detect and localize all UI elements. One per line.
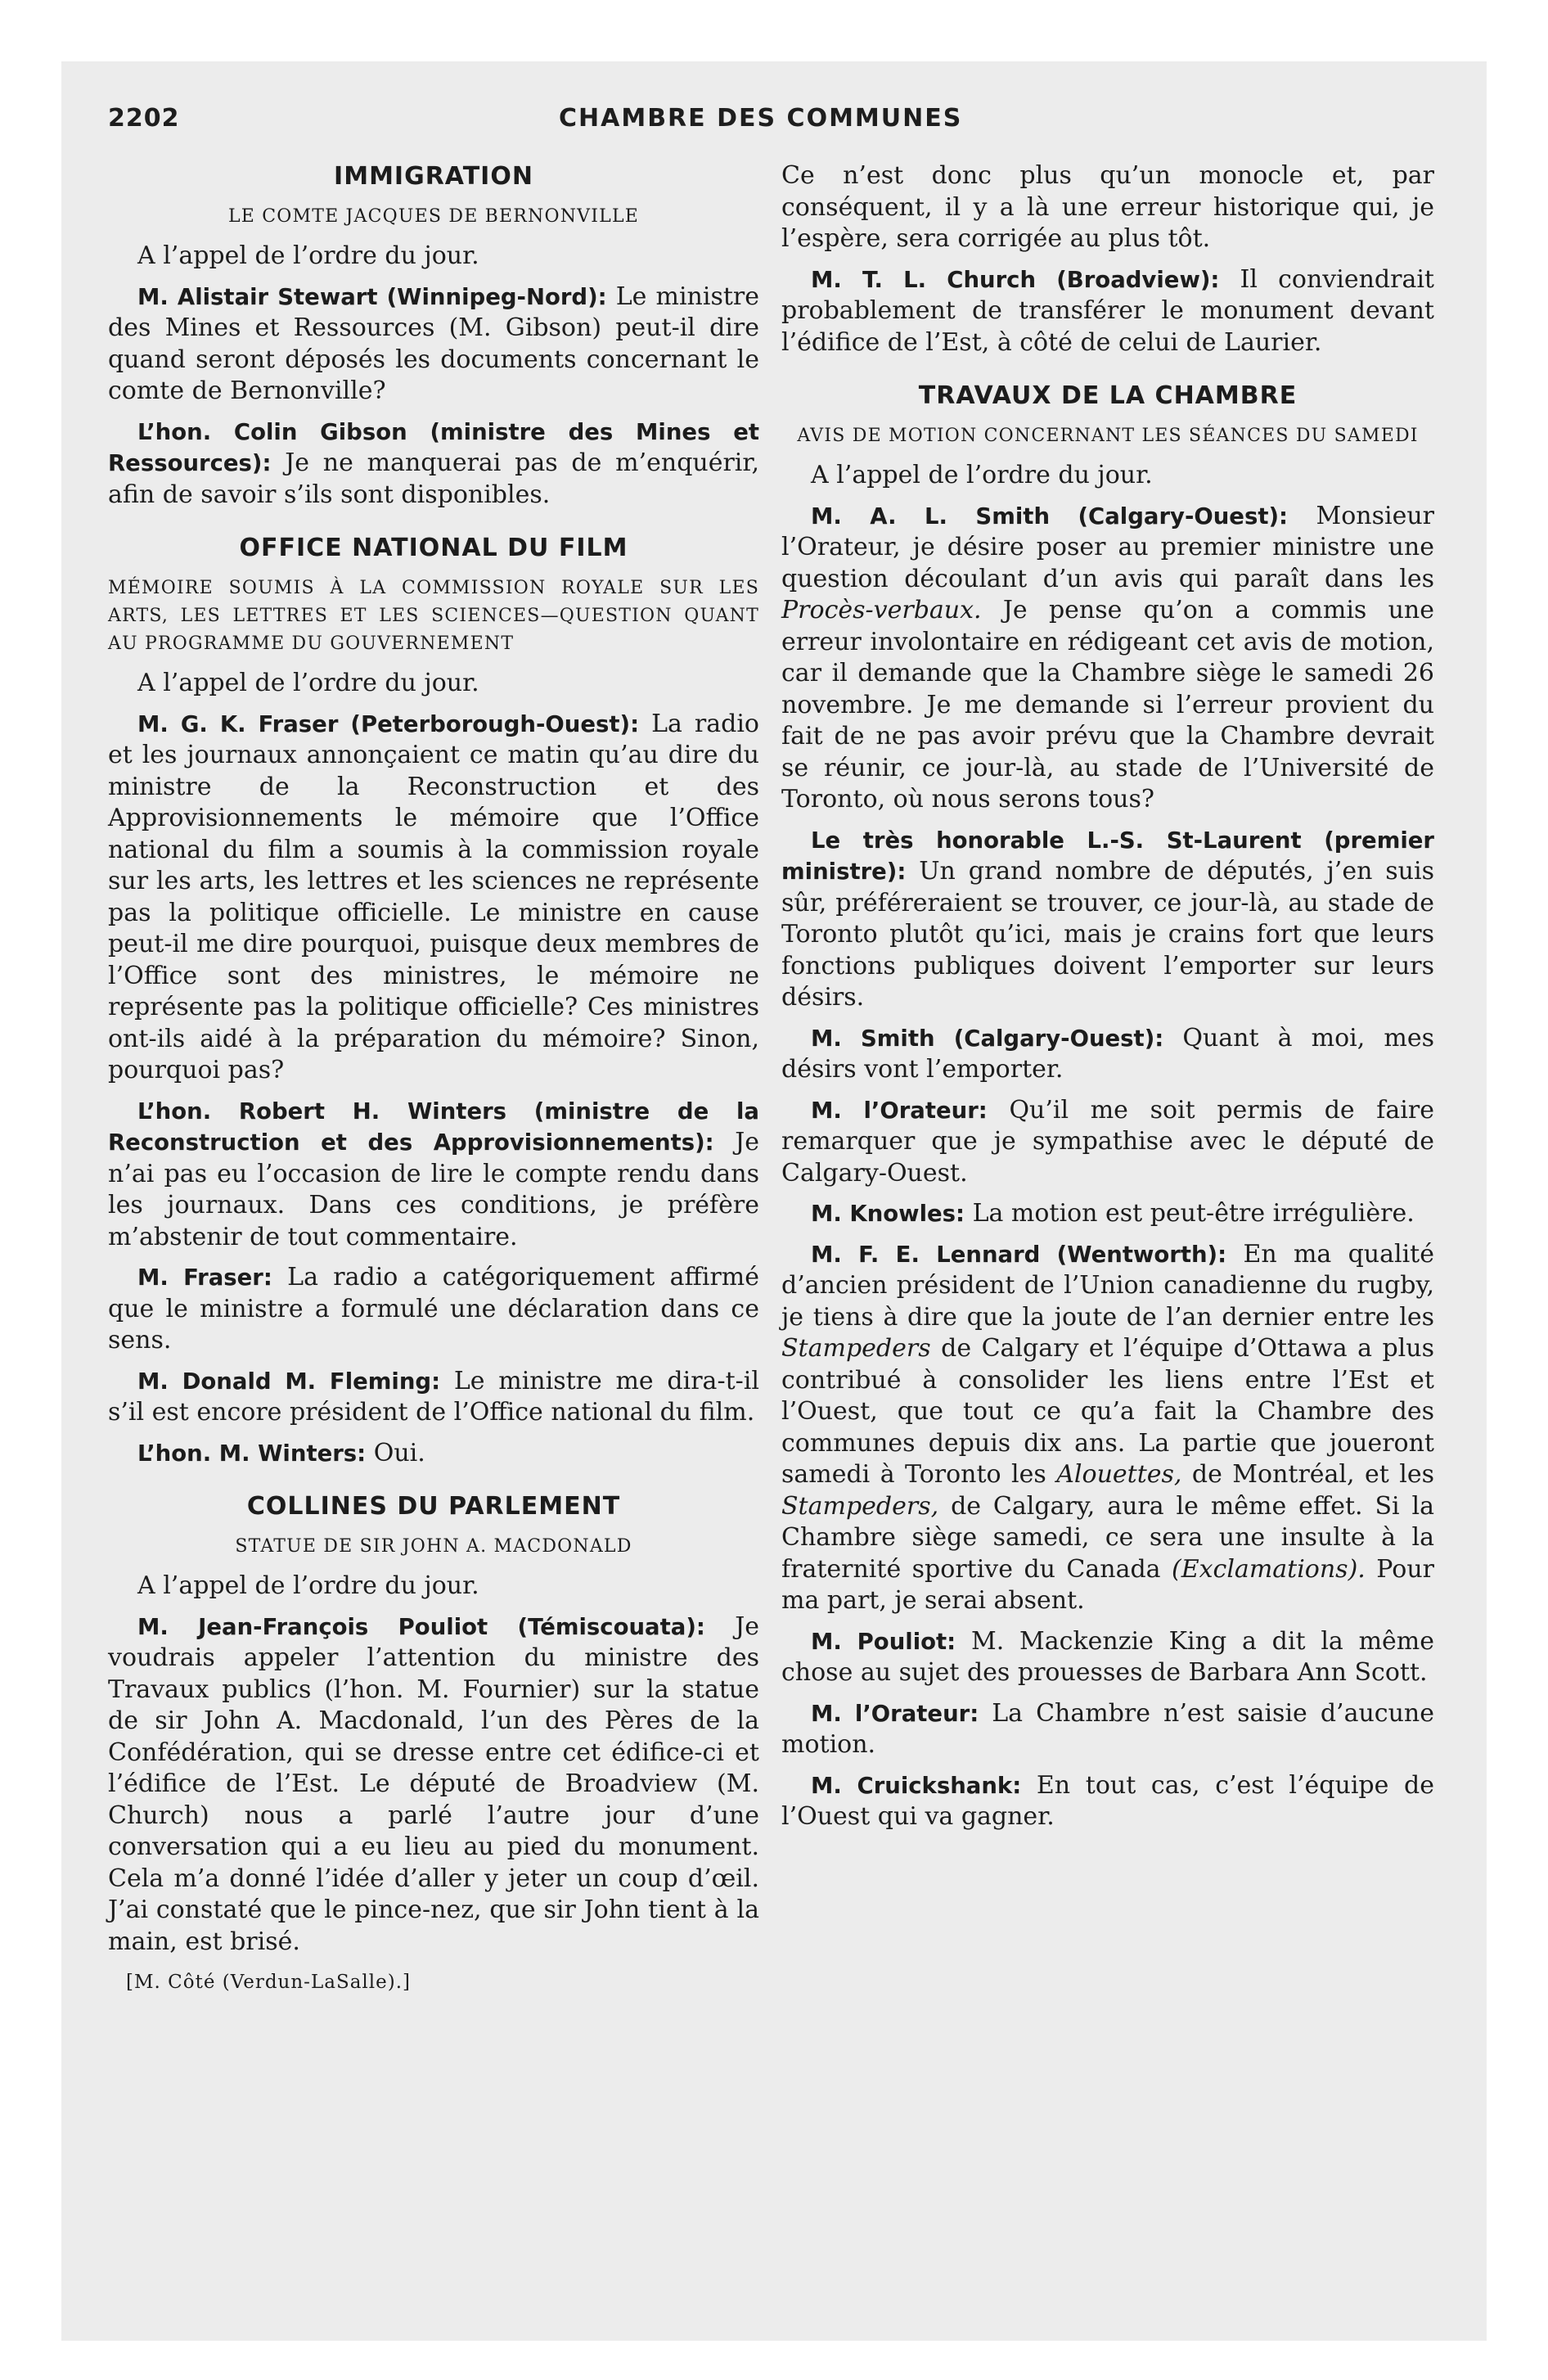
- paragraph: M. Cruickshank: En tout cas, c’est l’équipe de l’Ouest qui va gagner.: [781, 1770, 1434, 1831]
- subheading-bernonville: LE COMTE JACQUES DE BERNONVILLE: [227, 206, 640, 227]
- speaker-name: M. G. K. Fraser (Peterborough-Ouest):: [137, 710, 640, 737]
- paragraph: M. Alistair Stewart (Winnipeg-Nord): Le ministre des Mines et Ressources (M. Gibson) peut-il dire quand seront déposés les documents concernant le comte de Bernonville?: [108, 282, 759, 405]
- subheading-avis-de-motion: AVIS DE MOTION CONCERNANT LES SÉANCES DU SAMEDI: [797, 426, 1419, 446]
- speaker-name: M. Alistair Stewart (Winnipeg-Nord):: [137, 283, 607, 310]
- page-number: 2202: [108, 104, 180, 133]
- speaker-name: M. l’Orateur:: [811, 1097, 988, 1124]
- paragraph: M. Donald M. Fleming: Le ministre me dira-t-il s’il est encore président de l’Office national du film.: [108, 1366, 759, 1427]
- paragraph: M. l’Orateur: La Chambre n’est saisie d’aucune motion.: [781, 1698, 1434, 1759]
- paragraph: M. Fraser: La radio a catégoriquement affirmé que le ministre a formulé une déclaration dans ce sens.: [108, 1263, 759, 1355]
- subheading-memoire: MÉMOIRE SOUMIS À LA COMMISSION ROYALE SUR LES ARTS, LES LETTRES ET LES SCIENCES—QUESTION QUANT AU PROGRAMME DU GOUVERNEMENT: [108, 578, 759, 654]
- speaker-name: M. Fraser:: [137, 1264, 272, 1291]
- paragraph: M. Pouliot: M. Mackenzie King a dit la même chose au sujet des prouesses de Barbara Ann Scott.: [781, 1626, 1434, 1687]
- speaker-name: M. Cruickshank:: [811, 1772, 1022, 1799]
- right-column: [781, 160, 1434, 1842]
- paragraph: M. A. L. Smith (Calgary-Ouest): Monsieur l’Orateur, je désire poser au premier ministre une question découlant d’un avis qui paraît dans les Procès-verbaux. Je pense qu’on a commis une erreur involontaire en rédigeant cet avis de motion, car il demande que la Chambre siège le samedi 26 novembre. Je me demande si l’erreur provient du fait de ne pas avoir prévu que la Chambre devrait se réunir, ce jour-là, au stade de l’Université de Toronto, où nous serons tous?: [781, 501, 1434, 814]
- speaker-name: M. T. L. Church (Broadview):: [811, 266, 1220, 293]
- paragraph: M. Smith (Calgary-Ouest): Quant à moi, mes désirs vont l’emporter.: [781, 1023, 1434, 1084]
- speaker-name: L’hon. Colin Gibson (ministre des Mines et Ressources):: [108, 418, 759, 476]
- speaker-name: M. Jean-François Pouliot (Témiscouata):: [137, 1613, 705, 1640]
- section-heading-office-national-du-film: OFFICE NATIONAL DU FILM: [239, 534, 628, 562]
- speaker-name: L’hon. M. Winters:: [137, 1440, 367, 1467]
- section-heading-travaux-de-la-chambre: TRAVAUX DE LA CHAMBRE: [918, 381, 1298, 410]
- paragraph: L’hon. Colin Gibson (ministre des Mines et Ressources): Je ne manquerai pas de m’enquérir, afin de savoir s’ils sont disponibles.: [108, 418, 759, 509]
- paragraph: A l’appel de l’ordre du jour.: [137, 241, 479, 270]
- speaker-name: M. A. L. Smith (Calgary-Ouest):: [811, 503, 1289, 530]
- paragraph: A l’appel de l’ordre du jour.: [811, 461, 1153, 489]
- paragraph: M. Jean-François Pouliot (Témiscouata): Je voudrais appeler l’attention du ministre des Travaux publics (l’hon. M. Fournier) sur la statue de sir John A. Macdonald, l’un des Pères de la Confédération, qui se dresse entre cet édifice-ci et l’édifice de l’Est. Le député de Broadview (M. Church) nous a parlé l’autre jour d’une conversation qui a eu lieu au pied du monument. Cela m’a donné l’idée d’aller y jeter un coup d’œil. J’ai constaté que le pince-nez, que sir John tient à la main, est brisé.: [108, 1611, 759, 1956]
- paragraph: L’hon. M. Winters: Oui.: [137, 1438, 425, 1467]
- speaker-name: M. F. E. Lennard (Wentworth):: [811, 1241, 1227, 1268]
- paragraph: M. l’Orateur: Qu’il me soit permis de faire remarquer que je sympathise avec le député de Calgary-Ouest.: [781, 1095, 1434, 1188]
- paragraph: L’hon. Robert H. Winters (ministre de la Reconstruction et des Approvisionnements): Je n’ai pas eu l’occasion de lire le compte rendu dans les journaux. Dans ces conditions, je préfère m’abstenir de tout commentaire.: [108, 1098, 759, 1251]
- paragraph: A l’appel de l’ordre du jour.: [137, 669, 479, 697]
- speaker-name: M. Smith (Calgary-Ouest):: [811, 1025, 1164, 1052]
- section-heading-immigration: IMMIGRATION: [334, 162, 533, 191]
- subheading-statue-macdonald: STATUE DE SIR JOHN A. MACDONALD: [235, 1536, 632, 1557]
- paragraph: Le très honorable L.-S. St-Laurent (premier ministre): Un grand nombre de députés, j’en suis sûr, préféreraient se trouver, ce jour-là, au stade de Toronto plutôt qu’ici, mais je crains fort que leurs fonctions publiques doivent l’emporter sur leurs désirs.: [781, 827, 1434, 1012]
- paragraph-continued: Ce n’est donc plus qu’un monocle et, par conséquent, il y a là une erreur historique qui, je l’espère, sera corrigée au plus tôt.: [781, 161, 1434, 253]
- speaker-name: Le très honorable L.-S. St-Laurent (premier ministre):: [781, 827, 1434, 885]
- page-header: [108, 104, 1425, 137]
- paragraph: M. T. L. Church (Broadview): Il conviendrait probablement de transférer le monument devant l’édifice de l’Est, à côté de celui de Laurier.: [781, 264, 1434, 357]
- paragraph: M. F. E. Lennard (Wentworth): En ma qualité d’ancien président de l’Union canadienne du rugby, je tiens à dire que la joute de l’an dernier entre les Stampeders de Calgary et l’équipe d’Ottawa a plus contribué à consolider les liens entre l’Est et l’Ouest, que tout ce qu’a fait la Chambre des communes depuis dix ans. La partie que joueront samedi à Toronto les Alouettes, de Montréal, et les Stampeders, de Calgary, aura le même effet. Si la Chambre siège samedi, ce sera une insulte à la fraternité sportive du Canada (Exclamations). Pour ma part, je serai absent.: [781, 1239, 1434, 1615]
- speaker-name: M. Pouliot:: [811, 1628, 956, 1655]
- speaker-name: M. Donald M. Fleming:: [137, 1368, 441, 1395]
- section-heading-collines-du-parlement: COLLINES DU PARLEMENT: [246, 1492, 621, 1521]
- column-footnote: [M. Côté (Verdun-LaSalle).]: [126, 1972, 411, 1993]
- paragraph: A l’appel de l’ordre du jour.: [137, 1571, 479, 1600]
- paragraph: M. Knowles: La motion est peut-être irrégulière.: [811, 1199, 1415, 1228]
- running-title: CHAMBRE DES COMMUNES: [559, 104, 963, 133]
- paragraph: M. G. K. Fraser (Peterborough-Ouest): La radio et les journaux annonçaient ce matin qu’au dire du ministre de la Reconstruction et des Approvisionnements le mémoire que l’Office national du film a soumis à la commission royale sur les arts, les lettres et les sciences ne représente pas la politique officielle. Le ministre en cause peut-il me dire pourquoi, puisque deux membres de l’Office sont des ministres, le mémoire ne représente pas la politique officielle? Ces ministres ont-ils aidé à la préparation du mémoire? Sinon, pourquoi pas?: [108, 709, 759, 1084]
- speaker-name: M. Knowles:: [811, 1201, 965, 1227]
- speaker-name: L’hon. Robert H. Winters (ministre de la Reconstruction et des Approvisionnements):: [108, 1098, 759, 1156]
- left-column: [108, 160, 759, 1999]
- speaker-name: M. l’Orateur:: [811, 1700, 979, 1727]
